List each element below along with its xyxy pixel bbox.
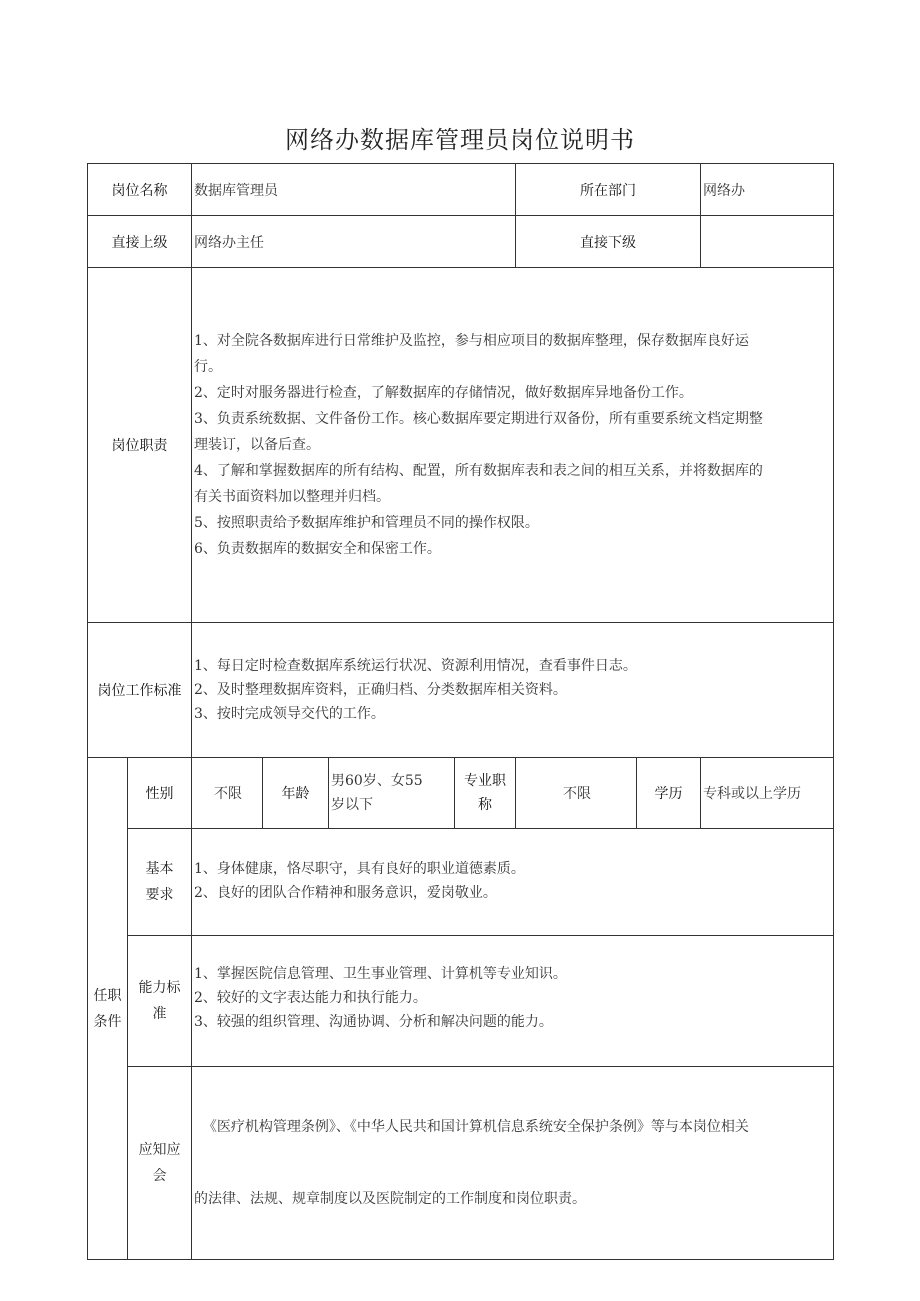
age-label: 年龄 — [263, 758, 329, 829]
standards-label: 岗位工作标准 — [88, 623, 192, 758]
ability-standards-content — [192, 936, 834, 1067]
standards-line: 3、按时完成领导交代的工作。 — [194, 706, 385, 722]
ability-standards-line: 1、掌握医院信息管理、卫生事业管理、计算机等专业知识。 — [194, 966, 567, 982]
subordinate-value — [701, 216, 834, 268]
duties-line: 5、按照职责给予数据库维护和管理员不同的操作权限。 — [194, 515, 539, 531]
standards-line: 1、每日定时检查数据库系统运行状况、资源利用情况，查看事件日志。 — [194, 658, 637, 674]
required-knowledge-line: 《医疗机构管理条例》、《中华人民共和国计算机信息系统安全保护条例》等与本岗位相关 — [194, 1119, 749, 1135]
qualifications-label-line: 任职 — [93, 987, 122, 1004]
duties-content — [192, 268, 834, 623]
basic-requirements-label — [128, 829, 192, 936]
duties-line: 2、定时对服务器进行检查，了解数据库的存储情况，做好数据库异地备份工作。 — [194, 385, 693, 401]
required-knowledge-label — [128, 1067, 192, 1260]
superior-label: 直接上级 — [88, 216, 192, 268]
required-knowledge-line: 的法律、法规、规章制度以及医院制定的工作制度和岗位职责。 — [194, 1191, 586, 1207]
basic-requirements-content — [192, 829, 834, 936]
basic-requirements-line: 1、身体健康，恪尽职守，具有良好的职业道德素质。 — [194, 861, 525, 877]
ability-standards-label-line: 能力标 — [138, 980, 181, 996]
gender-value: 不限 — [192, 758, 263, 829]
ability-standards-label-line: 准 — [152, 1006, 167, 1022]
professional-title-label-line: 专业职 — [464, 773, 506, 789]
professional-title-label — [455, 758, 516, 829]
department-label: 所在部门 — [516, 164, 701, 216]
position-name-value: 数据库管理员 — [192, 164, 516, 216]
professional-title-value: 不限 — [516, 758, 637, 829]
basic-requirements-label-line: 要求 — [145, 887, 174, 903]
required-knowledge-label-line: 会 — [152, 1168, 167, 1184]
ability-standards-label — [128, 936, 192, 1067]
basic-requirements-label-line: 基本 — [145, 861, 174, 877]
duties-line: 行。 — [194, 359, 222, 375]
duties-line: 4、了解和掌握数据库的所有结构、配置，所有数据库表和表之间的相互关系，并将数据库的 — [194, 463, 763, 479]
subordinate-label: 直接下级 — [516, 216, 701, 268]
ability-standards-line: 2、较好的文字表达能力和执行能力。 — [194, 990, 427, 1006]
department-value: 网络办 — [701, 164, 834, 216]
job-description-table — [87, 163, 834, 1260]
duties-label: 岗位职责 — [88, 268, 192, 623]
required-knowledge-label-line: 应知应 — [138, 1142, 181, 1158]
basic-requirements-line: 2、良好的团队合作精神和服务意识，爱岗敬业。 — [194, 885, 497, 901]
age-value-line: 男60岁、女55 — [331, 773, 423, 789]
age-value-line: 岁以下 — [331, 797, 373, 813]
standards-content — [192, 623, 834, 758]
age-value — [329, 758, 455, 829]
duties-line: 1、对全院各数据库进行日常维护及监控，参与相应项目的数据库整理，保存数据库良好运 — [194, 333, 749, 349]
gender-label: 性别 — [128, 758, 192, 829]
duties-line: 理装订，以备后查。 — [194, 437, 320, 453]
standards-line: 2、及时整理数据库资料，正确归档、分类数据库相关资料。 — [194, 682, 567, 698]
duties-line: 有关书面资料加以整理并归档。 — [194, 489, 390, 505]
duties-line: 3、负责系统数据、文件备份工作。核心数据库要定期进行双备份，所有重要系统文档定期整 — [194, 411, 763, 427]
document-title: 网络办数据库管理员岗位说明书 — [285, 126, 635, 154]
superior-value: 网络办主任 — [192, 216, 516, 268]
education-value: 专科或以上学历 — [701, 758, 834, 829]
education-label: 学历 — [637, 758, 701, 829]
ability-standards-line: 3、较强的组织管理、沟通协调、分析和解决问题的能力。 — [194, 1014, 553, 1030]
qualifications-label — [88, 758, 128, 1260]
required-knowledge-content — [192, 1067, 834, 1260]
position-name-label: 岗位名称 — [88, 164, 192, 216]
duties-line: 6、负责数据库的数据安全和保密工作。 — [194, 541, 441, 557]
professional-title-label-line: 称 — [478, 797, 492, 813]
qualifications-label-line: 条件 — [93, 1013, 122, 1030]
